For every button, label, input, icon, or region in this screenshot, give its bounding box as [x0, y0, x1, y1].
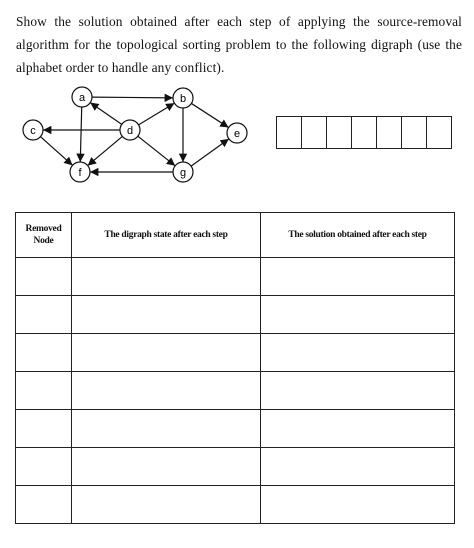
header-removed-node: Removed Node: [16, 213, 72, 258]
table-cell[interactable]: [72, 486, 261, 524]
table-cell[interactable]: [72, 410, 261, 448]
answer-box[interactable]: [376, 116, 402, 149]
node-f: [70, 162, 90, 182]
table-row: [16, 334, 455, 372]
edge-c-f: [40, 137, 72, 166]
edge-b-e: [191, 103, 228, 127]
edge-d-g: [138, 136, 175, 166]
table-cell[interactable]: [261, 486, 455, 524]
node-label-a: a: [78, 92, 86, 104]
table-row: [16, 296, 455, 334]
table-cell[interactable]: [72, 296, 261, 334]
node-e: [227, 123, 247, 143]
table-cell[interactable]: [16, 448, 72, 486]
table-cell[interactable]: [261, 258, 455, 296]
node-b: [173, 88, 193, 108]
question-line-3: the alphabet order to handle any conflict).: [16, 37, 463, 75]
table-cell[interactable]: [261, 296, 455, 334]
table-cell[interactable]: [261, 334, 455, 372]
table-cell[interactable]: [72, 334, 261, 372]
node-label-e: e: [233, 128, 241, 140]
table-cell[interactable]: [261, 410, 455, 448]
answer-box[interactable]: [326, 116, 352, 149]
table-row: [16, 448, 455, 486]
node-d: [120, 120, 140, 140]
node-label-b: b: [179, 93, 187, 105]
table-cell[interactable]: [16, 410, 72, 448]
answer-box[interactable]: [426, 116, 452, 149]
table-cell[interactable]: [16, 334, 72, 372]
edge-d-b: [139, 103, 175, 125]
table-cell[interactable]: [16, 296, 72, 334]
table-row: [16, 410, 455, 448]
worksheet-table: [15, 212, 455, 524]
answer-box[interactable]: [351, 116, 377, 149]
node-label-g: g: [179, 167, 187, 179]
table-cell[interactable]: [16, 486, 72, 524]
node-g: [173, 162, 193, 182]
table-row: [16, 258, 455, 296]
table-row: [16, 486, 455, 524]
header-solution: The solution obtained after each step: [261, 213, 455, 258]
question-line-1: Show the solution obtained after each step of applying the source-removal: [16, 14, 462, 29]
edge-a-b: [92, 97, 173, 98]
table-cell[interactable]: [72, 372, 261, 410]
node-label-f: f: [78, 167, 82, 179]
table-cell[interactable]: [72, 448, 261, 486]
node-c: [23, 120, 43, 140]
table-cell[interactable]: [261, 448, 455, 486]
table-cell[interactable]: [72, 258, 261, 296]
table-cell[interactable]: [16, 372, 72, 410]
answer-box[interactable]: [301, 116, 327, 149]
table-row: [16, 372, 455, 410]
node-a: [72, 87, 92, 107]
question-text: [16, 10, 462, 79]
table-cell[interactable]: [261, 372, 455, 410]
question-line-2: algorithm for the topological sorting problem to the following digraph (use: [16, 37, 441, 52]
edge-d-f: [88, 136, 123, 165]
edge-d-a: [90, 103, 122, 125]
answer-boxes: [277, 116, 452, 149]
answer-box[interactable]: [276, 116, 302, 149]
header-digraph-state: The digraph state after each step: [72, 213, 261, 258]
table-cell[interactable]: [16, 258, 72, 296]
edge-g-e: [191, 139, 229, 166]
node-label-c: c: [30, 125, 36, 137]
edge-a-f: [80, 107, 81, 162]
answer-box[interactable]: [401, 116, 427, 149]
table-header-row: [16, 213, 455, 258]
node-label-d: d: [126, 125, 134, 137]
